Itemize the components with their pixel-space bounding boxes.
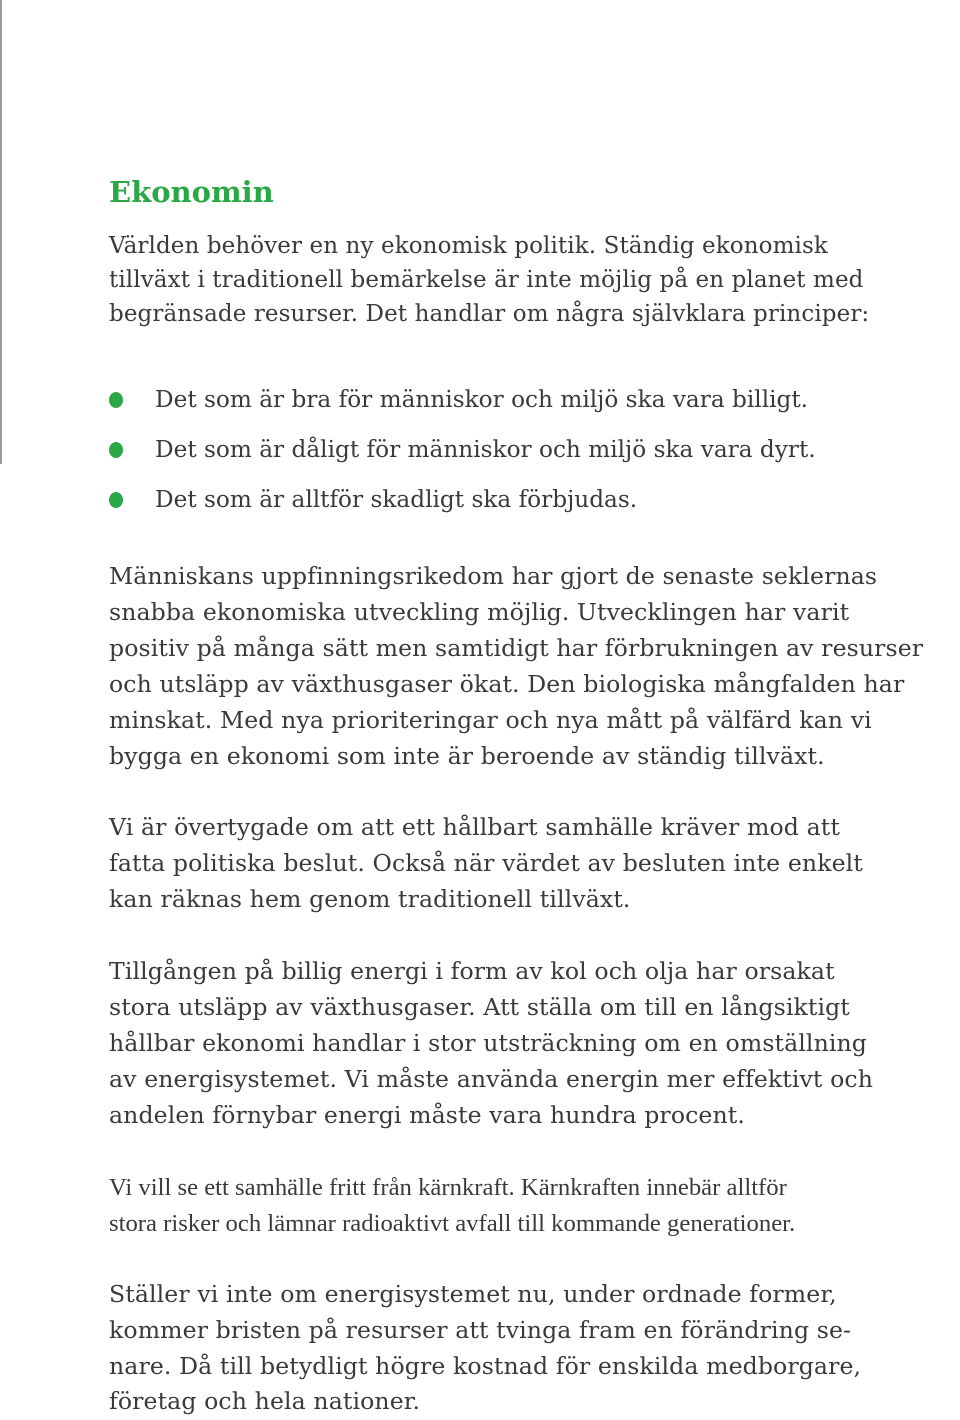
list-item-text: Det som är alltför skadligt ska förbjudas. bbox=[155, 486, 638, 513]
body-paragraph: Tillgången på billig energi i form av kol och olja har orsakat stora utsläpp av växthusgaser. Att ställa om till en långsiktigt hållbar ekonomi handlar i stor utsträckning om en omställning av energisystemet. Vi måste använda energin mer effektivt och andelen förnybar energi måste vara hundra procent. bbox=[109, 957, 874, 1129]
list-item-text: Det som är dåligt för människor och miljö ska vara dyrt. bbox=[155, 436, 816, 463]
list-item bbox=[109, 382, 960, 432]
body-paragraph: Vi är övertygade om att ett hållbart samhälle kräver mod att fatta politiska beslut. Också när värdet av besluten inte enkelt kan räknas hem genom traditionell tillväxt. bbox=[109, 813, 863, 914]
bullet-dot-icon bbox=[109, 392, 123, 408]
list-item bbox=[109, 482, 960, 532]
list-item bbox=[109, 432, 960, 482]
bullet-dot-icon bbox=[109, 492, 123, 508]
body-paragraph: Vi vill se ett samhälle fritt från kärnkraft. Kärnkraften innebär alltför stora risker och lämnar radioaktivt avfall till kommande generationer. bbox=[109, 1173, 796, 1237]
intro-paragraph: Världen behöver en ny ekonomisk politik. Ständig ekonomisk tillväxt i traditionell bemärkelse är inte möjlig på en planet med begränsade resurser. Det handlar om några självklara principer: bbox=[109, 233, 870, 327]
section-heading: Ekonomin bbox=[109, 175, 274, 209]
body-paragraph: Ställer vi inte om energisystemet nu, under ordnade former, kommer bristen på resurser att tvinga fram en förändring se- nare. Då till betydligt högre kostnad för enskilda medborgare, företag och hela nationer. bbox=[109, 1279, 862, 1416]
document-content bbox=[109, 168, 960, 1420]
page-edge-line bbox=[0, 0, 2, 464]
body-paragraph: Människans uppfinningsrikedom har gjort de senaste seklernas snabba ekonomiska utveckling möjlig. Utvecklingen har varit positiv på många sätt men samtidigt har förbrukningen av resurser och utsläpp av växthusgaser ökat. Den biologiska mångfalden har minskat. Med nya prioriteringar och nya mått på välfärd kan vi bygga en ekonomi som inte är beroende av ständig tillväxt. bbox=[109, 562, 924, 770]
bullet-dot-icon bbox=[109, 442, 123, 458]
principles-list bbox=[109, 382, 960, 532]
list-item-text: Det som är bra för människor och miljö ska vara billigt. bbox=[155, 386, 809, 413]
